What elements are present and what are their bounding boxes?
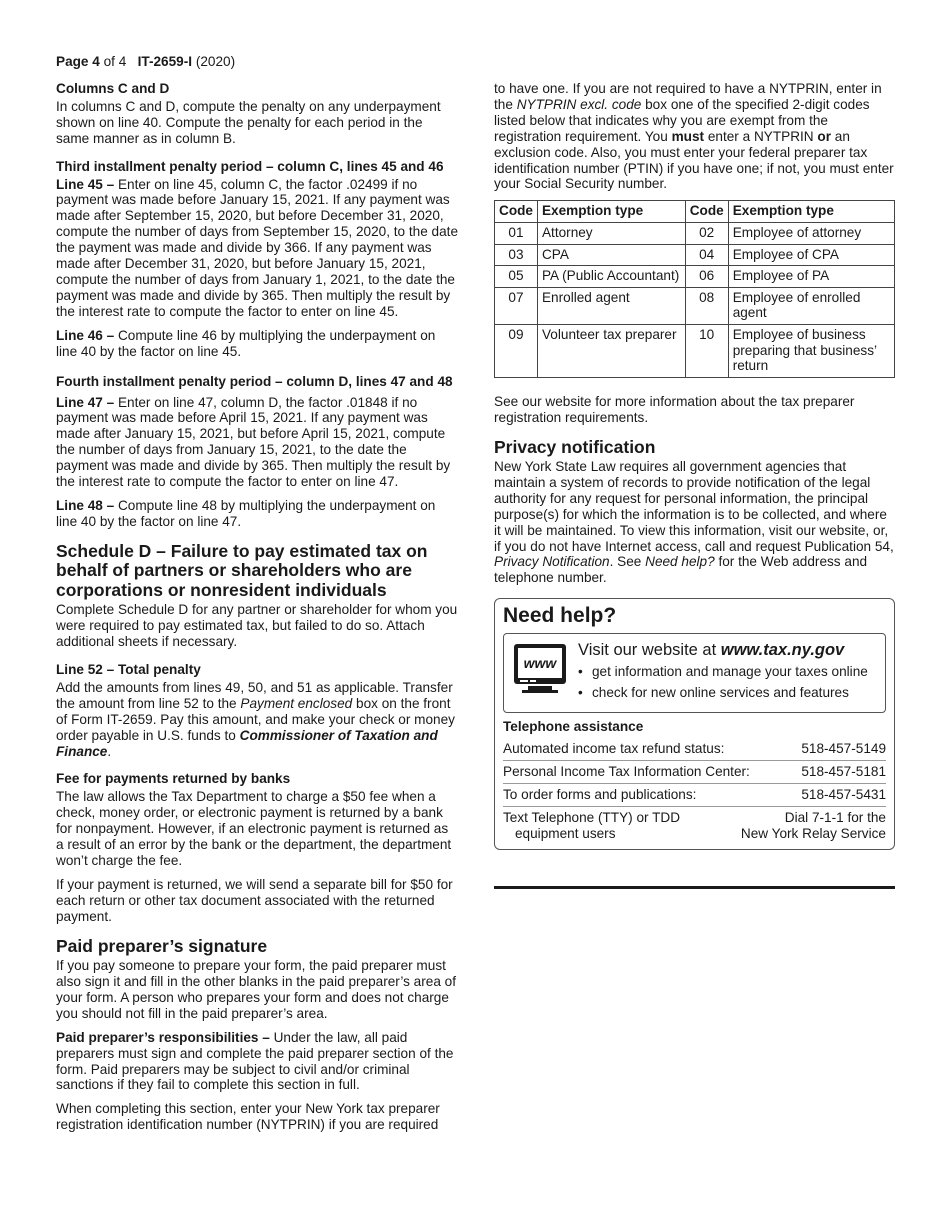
line-52-text-a: Add the amounts from lines 49, 50, and 51 as applicable. Transfer the amount from line 52 to the bbox=[56, 679, 453, 711]
line-52-paragraph bbox=[56, 680, 458, 760]
tty-number-line1: Dial 7-1-1 for the bbox=[784, 809, 886, 825]
type-cell: Volunteer tax preparer bbox=[537, 324, 685, 377]
col-header-code: Code bbox=[685, 201, 728, 223]
phone-row bbox=[503, 784, 886, 807]
col-header-code: Code bbox=[495, 201, 538, 223]
website-bullets bbox=[578, 664, 868, 701]
line-48-lead: Line 48 – bbox=[56, 497, 115, 513]
phone-row bbox=[503, 761, 886, 784]
visit-text: Visit our website at bbox=[578, 641, 721, 660]
line-45-lead: Line 45 – bbox=[56, 176, 115, 192]
columns-cd-heading: Columns C and D bbox=[56, 81, 170, 96]
line-47-text: Enter on line 47, column D, the factor .01848 if no payment was made before April 15, 2021. If any payment was made after January 15, 2021, but before April 15, 2021, compute the number of days from January 15, 2021, to the date the payment was made and divide by 365. Then multiply the result by the interest rate to compute the factor to enter on line 47. bbox=[56, 394, 451, 490]
left-column bbox=[56, 81, 458, 1141]
code-cell: 05 bbox=[495, 266, 538, 288]
page-label: Page 4 bbox=[56, 54, 100, 69]
tty-label bbox=[503, 810, 680, 842]
line-52-heading: Line 52 – Total penalty bbox=[56, 661, 201, 677]
payment-enclosed-ref: Payment enclosed bbox=[240, 695, 353, 711]
line-45-paragraph bbox=[56, 177, 458, 320]
telephone-assistance-heading: Telephone assistance bbox=[503, 719, 644, 735]
phone-number: 518-457-5149 bbox=[801, 740, 886, 756]
type-cell: Employee of PA bbox=[728, 266, 894, 288]
paid-preparer-text: If you pay someone to prepare your form, the paid preparer must also sign it and fill in the other blanks in the paid preparer’s area of your form. A person who prepares your form and does not charge you should not fill in the paid preparer’s area. bbox=[56, 958, 457, 1021]
code-cell: 06 bbox=[685, 266, 728, 288]
phone-label: Personal Income Tax Information Center: bbox=[503, 763, 750, 779]
schedule-d-heading: Schedule D – Failure to pay estimated tax on behalf of partners or shareholders who are corporations or nonresident individuals bbox=[56, 540, 428, 600]
schedule-d-text: Complete Schedule D for any partner or shareholder for whom you were required to pay estimated tax, but failed to do so. Attach additional sheets if necessary. bbox=[56, 602, 458, 650]
type-cell: Attorney bbox=[537, 222, 685, 244]
or-emphasis: or bbox=[817, 128, 831, 144]
code-cell: 09 bbox=[495, 324, 538, 377]
nytprin-continued bbox=[494, 81, 896, 192]
visit-line bbox=[578, 640, 868, 660]
page-header bbox=[56, 54, 235, 70]
code-cell: 08 bbox=[685, 287, 728, 324]
website-link[interactable]: www.tax.ny.gov bbox=[720, 641, 845, 660]
phone-number: 518-457-5181 bbox=[801, 763, 886, 779]
nytprin-excl-code-ref: NYTPRIN excl. code bbox=[516, 96, 642, 112]
type-cell: Employee of CPA bbox=[728, 244, 894, 266]
code-cell: 10 bbox=[685, 324, 728, 377]
tty-label-line2: equipment users bbox=[515, 825, 616, 841]
table-row bbox=[495, 244, 895, 266]
table-row bbox=[495, 222, 895, 244]
line-45-text: Enter on line 45, column C, the factor .02499 if no payment was made before January 15, 2021. If any payment was made after September 15, 2020, but before December 31, 2020, compute the number of days from September 15, 2020, to the date the payment was made and divide by 366. If any payment was made after December 31, 2020, but before January 15, 2021, compute the number of days from January 1, 2021, to the date the payment was made and divide by 365. Then multiply the result by the interest rate to compute the factor to enter on line 45. bbox=[56, 176, 459, 319]
line-52-text-b: box on the front of Form IT-2659. Pay this amount, and make your check or money order payable in U.S. funds to bbox=[56, 695, 455, 743]
form-year: (2020) bbox=[195, 54, 236, 69]
cont-text-d: an exclusion code. Also, you must enter your federal preparer tax identification number (PTIN) if you have one; if not, you must enter your Social Security number. bbox=[494, 128, 894, 192]
website-box bbox=[503, 633, 886, 713]
table-header-row bbox=[495, 201, 895, 223]
page-of: of 4 bbox=[103, 54, 127, 69]
need-help-title: Need help? bbox=[503, 604, 617, 628]
code-cell: 01 bbox=[495, 222, 538, 244]
line-48-text: Compute line 48 by multiplying the underpayment on line 40 by the factor on line 47. bbox=[56, 497, 436, 529]
privacy-notification-ref: Privacy Notification bbox=[494, 554, 610, 570]
responsibilities-text: Under the law, all paid preparers must sign and complete the paid preparer section of the form. Paid preparers may be subject to civil and/or criminal sanctions if they fail to complete this section in full. bbox=[56, 1029, 454, 1093]
line-52-text-c: . bbox=[107, 743, 112, 759]
columns-cd-text: In columns C and D, compute the penalty on any underpayment shown on line 40. Compute the penalty for each period in the same manner as in column B. bbox=[56, 98, 441, 146]
phone-label: Automated income tax refund status: bbox=[503, 740, 725, 756]
privacy-text-b: . See bbox=[609, 554, 646, 570]
line-46-lead: Line 46 – bbox=[56, 327, 115, 343]
responsibilities-paragraph bbox=[56, 1030, 458, 1094]
exemption-code-table bbox=[494, 200, 895, 377]
tty-number bbox=[741, 810, 886, 842]
privacy-text-c: for the Web address and telephone number. bbox=[494, 554, 868, 586]
phone-number: 518-457-5431 bbox=[801, 786, 886, 802]
tty-label-line1: Text Telephone (TTY) or TDD bbox=[503, 809, 681, 825]
col-header-type: Exemption type bbox=[728, 201, 894, 223]
tty-number-line2: New York Relay Service bbox=[740, 825, 886, 841]
line-47-lead: Line 47 – bbox=[56, 394, 115, 410]
privacy-text-a: New York State Law requires all government agencies that maintain a system of records to provide notification of the legal authority for any request for personal information, the principal purpose(s) for which the information is to be collected, and where it will be maintained. To view this information, visit our website, or, if you do not have Internet access, call and request Publication 54, bbox=[494, 459, 894, 554]
computer-www-icon bbox=[512, 640, 568, 696]
code-cell: 02 bbox=[685, 222, 728, 244]
type-cell: Employee of attorney bbox=[728, 222, 894, 244]
type-cell: PA (Public Accountant) bbox=[537, 266, 685, 288]
type-cell: CPA bbox=[537, 244, 685, 266]
fee-heading: Fee for payments returned by banks bbox=[56, 771, 291, 787]
responsibilities-lead: Paid preparer’s responsibilities – bbox=[56, 1029, 270, 1045]
need-help-box bbox=[494, 598, 895, 849]
website-text bbox=[578, 640, 868, 706]
phone-row bbox=[503, 738, 886, 761]
paid-preparer-heading: Paid preparer’s signature bbox=[56, 935, 268, 956]
form-id: IT-2659-I bbox=[137, 54, 193, 69]
table-row bbox=[495, 324, 895, 377]
table-row bbox=[495, 266, 895, 288]
third-installment-heading: Third installment penalty period – column C, lines 45 and 46 bbox=[56, 158, 444, 174]
returned-payment-text: If your payment is returned, we will send a separate bill for $50 for each return or other tax document associated with the returned payment. bbox=[56, 876, 453, 924]
cont-text-c: enter a NYTPRIN bbox=[704, 128, 818, 144]
list-item: • check for new online services and features bbox=[578, 685, 868, 701]
cont-text-b: box one of the specified 2-digit codes listed below that indicates why you are exempt from the registration requirement. You bbox=[494, 96, 870, 144]
table-row bbox=[495, 287, 895, 324]
section-divider bbox=[494, 886, 895, 889]
line-46-text: Compute line 46 by multiplying the underpayment on line 40 by the factor on line 45. bbox=[56, 327, 436, 359]
right-column bbox=[494, 81, 896, 889]
www-label: www bbox=[523, 655, 557, 672]
phone-label: To order forms and publications: bbox=[503, 786, 697, 802]
tty-row bbox=[503, 807, 886, 845]
code-cell: 04 bbox=[685, 244, 728, 266]
privacy-text bbox=[494, 459, 896, 586]
fee-text: The law allows the Tax Department to charge a $50 fee when a check, money order, or electronic payment is returned by a bank for nonpayment. However, if an electronic payment is returned as a result of an error by the bank or the department, the department won’t charge the fee. bbox=[56, 789, 452, 868]
type-cell: Employee of enrolled agent bbox=[728, 287, 894, 324]
code-cell: 03 bbox=[495, 244, 538, 266]
line-47-paragraph bbox=[56, 395, 458, 490]
type-cell: Enrolled agent bbox=[537, 287, 685, 324]
code-cell: 07 bbox=[495, 287, 538, 324]
line-46-paragraph bbox=[56, 328, 458, 360]
list-item: • get information and manage your taxes online bbox=[578, 664, 868, 680]
need-help-ref: Need help? bbox=[645, 554, 715, 570]
cont-text-a: to have one. If you are not required to have a NYTPRIN, enter in the bbox=[494, 81, 882, 112]
fourth-installment-heading: Fourth installment penalty period – column D, lines 47 and 48 bbox=[56, 373, 453, 389]
nytprin-text: When completing this section, enter your New York tax preparer registration identification number (NYTPRIN) if you are required bbox=[56, 1101, 440, 1133]
privacy-heading: Privacy notification bbox=[494, 436, 656, 457]
website-info-text: See our website for more information about the tax preparer registration requirements. bbox=[494, 393, 855, 425]
line-48-paragraph bbox=[56, 498, 458, 530]
col-header-type: Exemption type bbox=[537, 201, 685, 223]
type-cell: Employee of business preparing that business’ return bbox=[728, 324, 894, 377]
must-emphasis: must bbox=[671, 128, 705, 144]
payee-name: Commissioner of Taxation and Finance bbox=[56, 727, 438, 759]
